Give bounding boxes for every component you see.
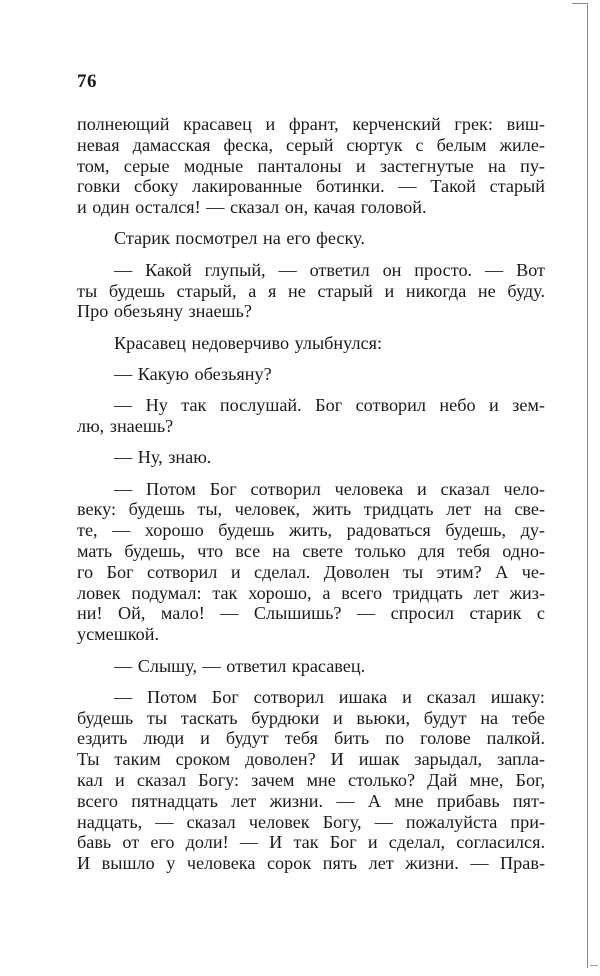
text-line: ловек подумал: так хорошо, а всего тридцать лет жиз- bbox=[77, 582, 545, 603]
paragraph-i-know bbox=[77, 447, 545, 468]
text-line: И вышло у человека сорок пять лет жизни. — Прав- bbox=[77, 853, 545, 874]
page-edge-top-line bbox=[572, 3, 588, 4]
text-line: всего пятнадцать лет жизни. — А мне прибавь пят- bbox=[77, 790, 545, 811]
text-line: говки сбоку лакированные ботинки. — Такой старый bbox=[77, 176, 545, 197]
text-line: лю, знаешь? bbox=[77, 416, 174, 437]
text-line: бавь от его доли! — И так Бог и сделал, согласился. bbox=[77, 832, 545, 853]
paragraph-intro bbox=[77, 114, 545, 218]
text-line: надцать, — сказал человек Богу, — пожалуйста при- bbox=[77, 811, 545, 832]
paragraph-old-man-looked bbox=[77, 228, 545, 249]
page-number: 76 bbox=[77, 71, 97, 92]
text-line: кал и сказал Богу: зачем мне столько? Дай мне, Бог, bbox=[77, 770, 545, 791]
text-line: полнеющий красавец и франт, керченский грек: виш- bbox=[77, 114, 545, 134]
paragraph-god-created-man bbox=[77, 479, 545, 645]
paragraph-what-a-fool bbox=[77, 260, 545, 322]
text-line: ты будешь старый, а я не старый и никогда не буду. bbox=[77, 280, 545, 301]
text-line: и один остался! — сказал он, качая головой. bbox=[77, 197, 427, 218]
page-edge-line bbox=[587, 3, 588, 968]
text-line: го Бог сотворил и сделал. Доволен ты этим? А че- bbox=[77, 561, 545, 582]
text-line: — Ну так послушай. Бог сотворил небо и зем- bbox=[114, 395, 545, 416]
text-line: веку: будешь ты, человек, жить тридцать лет на све- bbox=[77, 499, 545, 520]
text-line: — Потом Бог сотворил ишака и сказал ишаку: bbox=[114, 686, 545, 707]
text-line: Ты таким сроком доволен? И ишак зарыдал, запла- bbox=[77, 749, 545, 770]
text-line: будешь ты таскать бурдюки и вьюки, будут на тебе bbox=[77, 707, 545, 728]
text-line: Старик посмотрел на его феску. bbox=[114, 228, 365, 249]
page-edge-bottom-line bbox=[590, 965, 598, 966]
text-line: — Ну, знаю. bbox=[114, 447, 212, 468]
paragraph-dandy-smiled bbox=[77, 333, 545, 354]
text-line: ездить люди и будут тебя бить по голове палкой. bbox=[77, 728, 545, 749]
page-body-text bbox=[77, 114, 545, 885]
paragraph-which-monkey bbox=[77, 364, 545, 385]
text-line: Про обезьяну знаешь? bbox=[77, 301, 252, 322]
text-line: мать будешь, что все на свете только для тебя одно- bbox=[77, 541, 545, 562]
text-line: невая дамасская феска, серый сюртук с белым жиле- bbox=[77, 134, 545, 155]
paragraph-listen bbox=[77, 395, 545, 437]
text-line: те, — хорошо будешь жить, радоваться будешь, ду- bbox=[77, 520, 545, 541]
text-line: — Потом Бог сотворил человека и сказал чело- bbox=[114, 478, 545, 499]
text-line: усмешкой. bbox=[77, 624, 160, 645]
paragraph-i-hear bbox=[77, 656, 545, 677]
text-line: — Слышу, — ответил красавец. bbox=[114, 655, 366, 676]
text-line: ни! Ой, мало! — Слышишь? — спросил старик с bbox=[77, 603, 545, 624]
text-line: том, серые модные панталоны и застегнутые на пу- bbox=[77, 155, 545, 176]
text-line: — Какую обезьяну? bbox=[114, 363, 272, 384]
text-line: Красавец недоверчиво улыбнулся: bbox=[114, 332, 383, 353]
text-line: — Какой глупый, — ответил он просто. — Вот bbox=[114, 259, 545, 280]
paragraph-god-created-donkey bbox=[77, 687, 545, 874]
